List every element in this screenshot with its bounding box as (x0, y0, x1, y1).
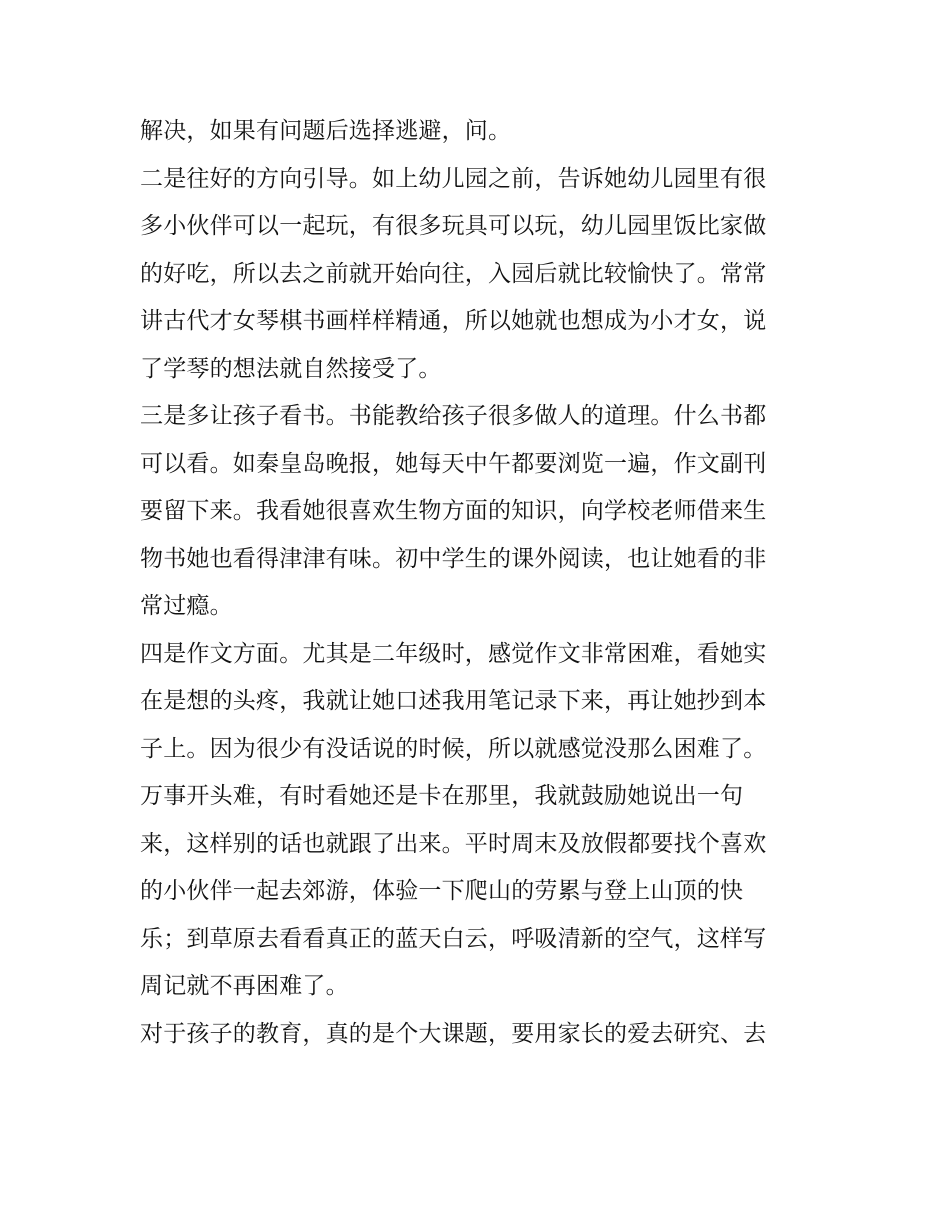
text-line: 要留下来。我看她很喜欢生物方面的知识，向学校老师借来生 (140, 498, 767, 524)
text-line: 子上。因为很少有没话说的时候，所以就感觉没那么困难了。 (140, 735, 767, 762)
text-line: 二是往好的方向引导。如上幼儿园之前，告诉她幼儿园里有很 (140, 165, 767, 192)
text-line: 乐；到草原去看看真正的蓝天白云，呼吸清新的空气，这样写 (140, 925, 767, 952)
text-line: 讲古代才女琴棋书画样样精通，所以她就也想成为小才女，说 (140, 308, 767, 334)
text-line: 常过瘾。 (140, 593, 233, 619)
text-line: 周记就不再困难了。 (140, 973, 349, 999)
text-line: 在是想的头疼，我就让她口述我用笔记录下来，再让她抄到本 (140, 688, 767, 714)
text-line: 万事开头难，有时看她还是卡在那里，我就鼓励她说出一句 (140, 783, 744, 809)
text-line: 可以看。如秦皇岛晚报，她每天中午都要浏览一遍，作文副刊 (140, 450, 767, 477)
text-line: 对于孩子的教育，真的是个大课题，要用家长的爱去研究、去 (140, 1020, 767, 1047)
text-line: 多小伙伴可以一起玩，有很多玩具可以玩，幼儿园里饭比家做 (140, 213, 767, 239)
text-line: 解决，如果有问题后选择逃避，问。 (140, 118, 512, 144)
document-body (140, 108, 830, 1058)
text-line: 的好吃，所以去之前就开始向往，入园后就比较愉快了。常常 (140, 260, 767, 287)
text-line: 三是多让孩子看书。书能教给孩子很多做人的道理。什么书都 (140, 403, 767, 429)
text-line: 四是作文方面。尤其是二年级时，感觉作文非常困难，看她实 (140, 640, 767, 667)
text-line: 物书她也看得津津有味。初中学生的课外阅读，也让她看的非 (140, 545, 767, 572)
text-line: 来，这样别的话也就跟了出来。平时周末及放假都要找个喜欢 (140, 830, 767, 857)
text-line: 了学琴的想法就自然接受了。 (140, 355, 442, 382)
text-line: 的小伙伴一起去郊游，体验一下爬山的劳累与登上山顶的快 (140, 878, 744, 904)
